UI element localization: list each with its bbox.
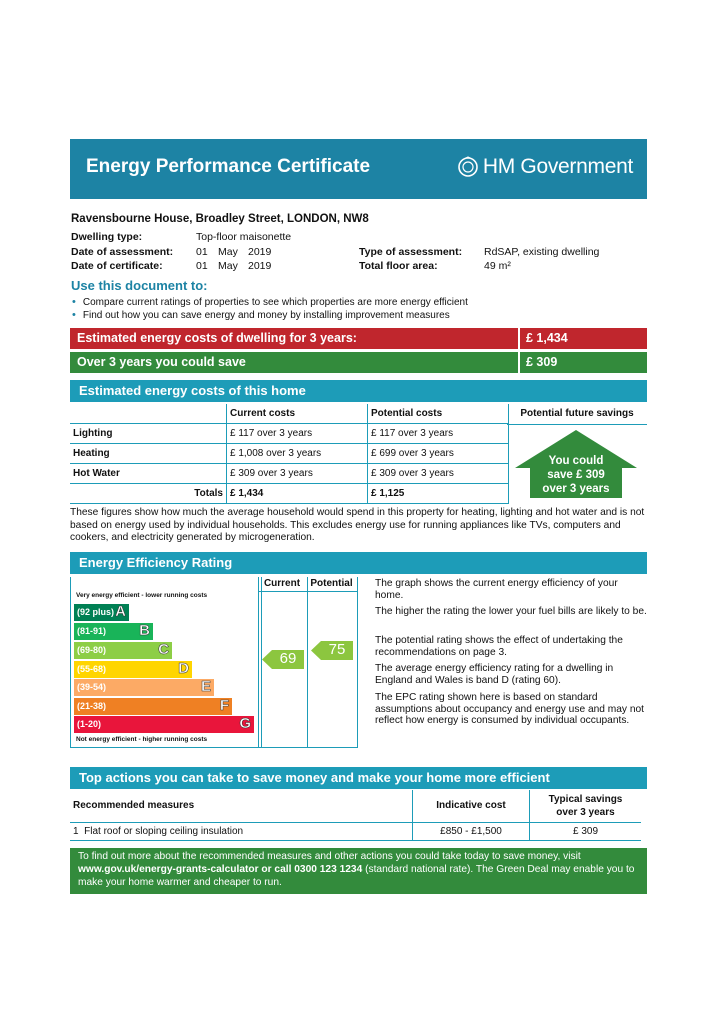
cost-header: Indicative cost (413, 790, 530, 822)
certificate-header (70, 139, 647, 199)
rating-text-5: The EPC rating shown here is based on standard assumptions about occupancy and energy use and may not reflect how energy is consumed by individual occupants. (375, 692, 645, 726)
actions-section-heading: Top actions you can take to save money and make your home more efficient (70, 767, 647, 789)
efficient-note: Very energy efficient - lower running costs (76, 592, 208, 599)
could-save-amount: £ 309 (526, 355, 558, 369)
certificate-day: 01 (196, 260, 208, 272)
rating-band-g: (1-20) G (74, 716, 254, 733)
hm-government-logo (457, 155, 633, 179)
dwelling-type-value: Top-floor maisonette (196, 231, 292, 243)
potential-costs-header: Potential costs (368, 404, 509, 424)
current-costs-header: Current costs (227, 404, 368, 424)
table-row (70, 822, 641, 840)
list-item: • Find out how you can save energy and money by installing improvement measures (72, 309, 450, 321)
current-column-header: Current (263, 578, 301, 589)
use-document-title: Use this document to: (71, 278, 208, 293)
dwelling-type-label: Dwelling type: (71, 231, 143, 243)
certificate-month: May (218, 260, 238, 272)
table-header-row (70, 404, 509, 424)
property-address: Ravensbourne House, Broadley Street, LONDON, NW8 (71, 213, 369, 225)
potential-column (307, 577, 358, 748)
potential-savings-header: Potential future savings (520, 408, 634, 419)
table-row: Hot Water £ 309 over 3 years £ 309 over 3 years (70, 464, 509, 484)
rating-text-3: The potential rating shows the effect of undertaking the recommendations on page 3. (375, 635, 623, 658)
footer-line-1: To find out more about the recommended measures and other actions you could take today to save money, visit (78, 851, 581, 862)
totals-label: Totals (70, 484, 227, 504)
table-row: Heating £ 1,008 over 3 years £ 699 over 3 years (70, 444, 509, 464)
assessment-date-label: Date of assessment: (71, 246, 174, 258)
rating-text-1: The graph shows the current energy efficiency of your home. (375, 578, 618, 601)
current-rating-value: 69 (279, 650, 297, 667)
costs-section-heading: Estimated energy costs of this home (70, 380, 647, 402)
savings-text: You could save £ 309 over 3 years (542, 455, 610, 495)
assessment-day: 01 (196, 246, 208, 258)
green-footer: To find out more about the recommended measures and other actions you could take today to save money, visit www.gov.uk/energy-grants-calculator or call 0300 123 1234 (standard national rate). The Green Deal may enable you to make your home warmer and cheaper to run. (70, 848, 647, 894)
table-header-row (70, 790, 641, 822)
rating-band-b: (81-91) B (74, 623, 153, 640)
rating-band-a: (92 plus) A (74, 604, 129, 621)
certificate-title: Energy Performance Certificate (86, 156, 371, 177)
footer-line-3: make your home warmer and cheaper to run. (78, 877, 282, 888)
rating-text-2: The higher the rating the lower your fuel bills are likely to be. (375, 606, 647, 617)
measures-header: Recommended measures (70, 790, 413, 822)
total-current: £ 1,434 (227, 484, 368, 504)
potential-column-header: Potential (310, 578, 353, 589)
potential-rating-value: 75 (328, 641, 346, 658)
assessment-month: May (218, 246, 238, 258)
footer-link[interactable]: www.gov.uk/energy-grants-calculator or call (78, 864, 295, 875)
inefficient-note: Not energy efficient - higher running costs (76, 736, 208, 743)
rating-band-e: (39-54) E (74, 679, 214, 696)
rating-band-f: (21-38) F (74, 698, 232, 715)
savings-cell: £ 309 (530, 822, 642, 840)
total-potential: £ 1,125 (368, 484, 509, 504)
bullet-icon: • (72, 309, 76, 321)
rating-band-c: (69-80) C (74, 642, 172, 659)
royal-crest-icon (457, 156, 479, 178)
rating-text-4: The average energy efficiency rating for a dwelling in England and Wales is band D (rating 60). (375, 663, 614, 686)
gov-label: HM Government (482, 155, 633, 178)
actions-table (70, 790, 641, 841)
certificate-date-label: Date of certificate: (71, 260, 163, 272)
rating-section-heading: Energy Efficiency Rating (70, 552, 647, 574)
footer-phone[interactable]: 0300 123 1234 (294, 864, 363, 875)
assessment-year: 2019 (248, 246, 272, 258)
floor-area-label: Total floor area: (359, 260, 438, 272)
costs-table (70, 404, 509, 504)
cost-cell: £850 - £1,500 (413, 822, 530, 840)
estimated-costs-bar (70, 328, 647, 349)
table-row: Lighting £ 117 over 3 years £ 117 over 3 years (70, 424, 509, 444)
floor-area-value: 49 m² (484, 260, 511, 272)
could-save-bar (70, 352, 647, 373)
assessment-type-value: RdSAP, existing dwelling (484, 246, 600, 258)
bullet-icon: • (72, 296, 76, 308)
estimated-costs-amount: £ 1,434 (526, 331, 568, 345)
measure-cell: 1 Flat roof or sloping ceiling insulation (70, 822, 413, 840)
certificate-year: 2019 (248, 260, 272, 272)
totals-row (70, 484, 509, 504)
assessment-type-label: Type of assessment: (359, 246, 463, 258)
savings-header: Typical savings over 3 years (530, 790, 642, 822)
rating-band-d: (55-68) D (74, 661, 192, 678)
list-item: • Compare current ratings of properties to see which properties are more energy efficient (72, 296, 468, 308)
costs-note: These figures show how much the average household would spend in this property for heating, lighting and hot water and is not based on energy used by individual households. This excludes energy use for running appliances like TVs, computers and cookers, and electricity generated by microgeneration. (70, 507, 645, 543)
estimated-costs-label: Estimated energy costs of dwelling for 3 years: (77, 331, 357, 345)
could-save-label: Over 3 years you could save (77, 355, 246, 369)
